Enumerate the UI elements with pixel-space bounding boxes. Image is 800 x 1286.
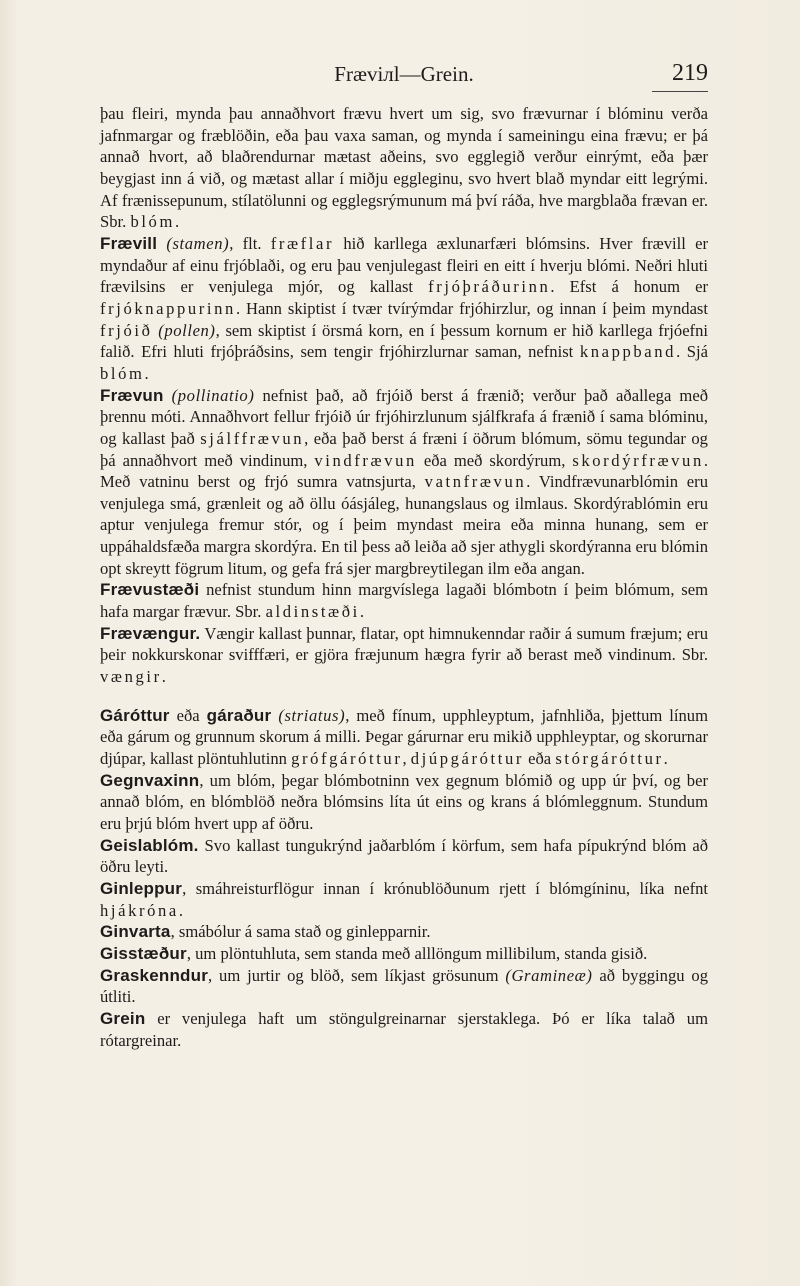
latin-term: (Gramineæ) bbox=[505, 965, 593, 985]
entry-headword: Frævun bbox=[100, 385, 164, 405]
entry-text: þau fleiri, mynda þau annaðhvort frævu hvert um sig, svo frævurnar í blóminu verða jafnmargar og fræblöðin, eða þau vaxa saman, og mynda í sameiningu eina frævu; er þá annað hvort, að blaðrendurnar mætast aðeins, svo egglegið verður einrýmt, eða þær beygjast inn á við, og mætast allar í miðju eggleginu, svo hvert blað myndar eitt legrými. Af frænissepunum, stílatölunni og egglegsrýmunum má því ráða, hve margblaða frævan er. Sbr. bbox=[100, 104, 708, 232]
entry-headword: Grein bbox=[100, 1008, 146, 1028]
entry-text: er venjulega haft um stöngulgreinarnar sjerstaklega. Þó er líka talað um rótargreinar. bbox=[100, 1008, 708, 1050]
entry-text: , um jurtir og blöð, sem líkjast grösunum bbox=[208, 965, 506, 985]
glossary-entry bbox=[100, 835, 708, 878]
entry-text: , flt. bbox=[229, 233, 271, 253]
glossary-entry bbox=[100, 103, 708, 233]
glossary-entry bbox=[100, 770, 708, 835]
glossary-entry bbox=[100, 579, 708, 622]
entry-headword: Frævustæði bbox=[100, 580, 200, 600]
spaced-term: frjóið bbox=[100, 320, 153, 340]
glossary-entry bbox=[100, 965, 708, 1008]
spaced-term: fræflar bbox=[270, 233, 335, 253]
entry-text bbox=[157, 234, 166, 253]
entry-text: eða bbox=[523, 749, 556, 769]
spaced-term: knappband bbox=[579, 342, 677, 362]
entry-text: nefnist stundum hinn margvíslega lagaði blómbotn í þeim blómum, sem hafa margar frævur. Sbr. bbox=[100, 580, 708, 622]
spaced-term: frjóþráðurinn bbox=[428, 277, 551, 297]
entry-headword: Frævill bbox=[100, 233, 158, 253]
entry-text: , með fínum, upphleyptum, jafnhliða, þjettum línum eða gárum og grunnum skorum á milli. Þegar gárurnar eru mikið upphleyptar, og skorurnar djúpar, kallast plöntuhlutinn bbox=[100, 705, 708, 769]
running-head: Fræviлl—Grein. bbox=[334, 62, 474, 86]
entry-headword: Graskenndur bbox=[100, 965, 209, 985]
entry-headword: Frævængur. bbox=[100, 623, 201, 643]
latin-term: (striatus) bbox=[278, 705, 346, 725]
entry-text: eða bbox=[169, 705, 207, 725]
entry-text: , um plöntuhluta, sem standa með alllöngum millibilum, standa gisið. bbox=[186, 943, 648, 963]
entry-text: . Vindfrævunarblómin eru venjulega smá, grænleit og að öllu óásjáleg, hunangslaus og ilmlaus. Skordýrablómin eru aptur venjulega fremur stór, og í þeim myndast meira eða minna hunang, sem er uppáhaldsfæða margra skordýra. En til þess að leiða að sjer athygli skordýranna eru blómin opt skreytt fögrum litum, og gefa frá sjer margbreytilegan ilm eða angan. bbox=[100, 472, 708, 578]
spaced-term: aldinstæði bbox=[265, 602, 360, 622]
entry-text: . Hann skiptist í tvær tvírýmdar frjóhirzlur, og innan í þeim myndast bbox=[235, 298, 708, 318]
spaced-term: frjóknappurinn bbox=[100, 298, 236, 318]
spaced-term: djúpgáróttur bbox=[410, 749, 524, 769]
glossary-entry bbox=[100, 705, 708, 770]
entry-headword: gáraður bbox=[206, 705, 272, 725]
glossary-entry bbox=[100, 1008, 708, 1051]
entry-text bbox=[164, 386, 172, 405]
entry-headword: Ginvarta bbox=[100, 922, 171, 942]
spaced-term: vindfrævun bbox=[314, 450, 417, 470]
entry-text: , smábólur á sama stað og ginlepparnir. bbox=[170, 922, 431, 942]
entry-headword: Gisstæður bbox=[100, 943, 187, 963]
glossary-entry bbox=[100, 943, 708, 965]
glossary-entry bbox=[100, 233, 708, 385]
entry-text: að byggingu og útliti. bbox=[100, 965, 708, 1007]
glossary-entry bbox=[100, 878, 708, 921]
spaced-term: blóm bbox=[130, 212, 175, 232]
page-number: 219 bbox=[652, 60, 708, 92]
latin-term: (stamen) bbox=[166, 233, 230, 253]
entry-text: , um blóm, þegar blómbotninn vex gegnum blómið og upp úr því, og ber annað blóm, en blómblöð neðra blómsins líta út eins og krans á blómleggnum. Stundum eru þrjú blóm hvert upp af öðru. bbox=[100, 770, 708, 833]
glossary-entry bbox=[100, 385, 708, 580]
entry-text: , bbox=[402, 749, 411, 769]
entry-text: . Efst á honum er bbox=[550, 277, 708, 297]
latin-term: (pollinatio) bbox=[171, 385, 255, 405]
entry-text: , sem skiptist í örsmá korn, en í þessum kornum er hið karllega frjóefni falið. Efri hluti frjóþráðsins, sem tengir frjóhirzlurnar saman, nefnist bbox=[100, 320, 708, 362]
glossary-entry bbox=[100, 623, 708, 688]
entry-text: . bbox=[663, 749, 668, 769]
entry-headword: Gáróttur bbox=[100, 705, 170, 725]
page-header bbox=[100, 60, 708, 94]
spaced-term: blóm bbox=[100, 363, 145, 383]
spaced-term: hjákróna bbox=[100, 900, 179, 920]
spaced-term: vatnfrævun bbox=[424, 472, 527, 492]
entry-text: eða með skordýrum, bbox=[416, 450, 573, 470]
entry-text: . Sjá bbox=[676, 342, 708, 362]
entry-text: . bbox=[161, 667, 166, 687]
spaced-term: stórgáróttur bbox=[555, 749, 664, 769]
entry-text: Svo kallast tungukrýnd jaðarblóm í körfum, sem hafa pípukrýnd blóm að öðru leyti. bbox=[100, 835, 708, 877]
glossary-body bbox=[100, 103, 708, 1051]
entry-text: Vængir kallast þunnar, flatar, opt himnukenndar raðir á sumum fræjum; eru þeir nokkurskonar svifffæri, er gjöra fræjunum hægra fyrir að berast með vindinum. Sbr. bbox=[100, 623, 708, 665]
spaced-term: skordýrfrævun bbox=[572, 450, 704, 470]
spaced-term: vængir bbox=[100, 667, 162, 687]
latin-term: (pollen) bbox=[158, 320, 216, 340]
entry-text: . bbox=[144, 363, 149, 383]
spaced-term: grófgáróttur bbox=[291, 749, 403, 769]
entry-headword: Geislablóm. bbox=[100, 835, 199, 855]
entry-headword: Gegnvaxinn bbox=[100, 770, 200, 790]
entry-text: . bbox=[359, 602, 364, 622]
spaced-term: sjálffrævun bbox=[200, 428, 305, 448]
glossary-entry bbox=[100, 921, 708, 943]
entry-text: . Með vatninu berst og frjó sumra vatnsjurta, bbox=[100, 450, 708, 492]
entry-text: , smáhreisturflögur innan í krónublöðunum rjett í blómgíninu, líka nefnt bbox=[182, 878, 708, 898]
entry-text: hið karllega æxlunarfæri blómsins. Hver frævill er myndaður af einu frjóblaði, og eru þau venjulegast fleiri en eitt í hverju blómi. Neðri hluti frævilsins er venjulega mjór, og kallast bbox=[100, 233, 708, 297]
entry-headword: Ginleppur bbox=[100, 878, 183, 898]
entry-text: nefnist það, að frjóið berst á frænið; verður það aðallega með þrennu móti. Annaðhvort fellur frjóið úr frjóhirzlunum sjálfkrafa á frænið í sama blóminu, og kallast það bbox=[100, 385, 708, 448]
entry-text: . bbox=[174, 212, 180, 232]
entry-text: . bbox=[178, 900, 184, 920]
entry-text: , eða það berst á fræni í öðrum blómum, sömu tegundar og þá annaðhvort með vindinum, bbox=[100, 428, 708, 470]
